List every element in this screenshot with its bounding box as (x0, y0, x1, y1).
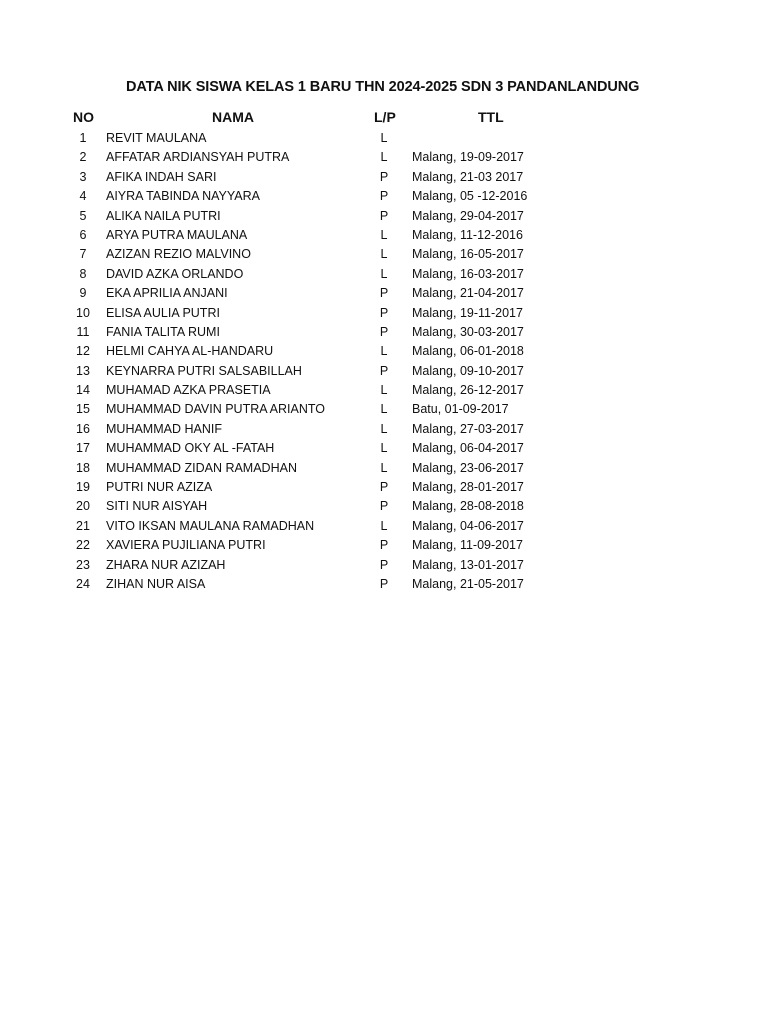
student-name: ZIHAN NUR AISA (106, 576, 206, 591)
student-birth-place-date: Malang, 21-03 2017 (412, 169, 524, 184)
row-number: 8 (79, 266, 87, 281)
student-name: AIYRA TABINDA NAYYARA (106, 189, 260, 204)
row-number: 4 (79, 189, 87, 204)
row-number: 17 (76, 441, 90, 456)
table-row (0, 284, 768, 303)
row-number: 22 (76, 538, 90, 553)
row-number: 15 (76, 402, 90, 417)
student-name: HELMI CAHYA AL-HANDARU (106, 344, 274, 359)
row-number: 19 (76, 480, 90, 495)
student-gender: L (380, 421, 388, 436)
student-birth-place-date: Malang, 16-03-2017 (412, 266, 524, 281)
table-row (0, 323, 768, 342)
table-row (0, 304, 768, 323)
student-name: ALIKA NAILA PUTRI (106, 208, 221, 223)
row-number: 9 (79, 286, 87, 301)
student-gender: P (379, 189, 389, 204)
table-header (0, 108, 768, 128)
student-gender: P (379, 169, 389, 184)
student-name: EKA APRILIA ANJANI (106, 286, 228, 301)
row-number: 6 (79, 227, 87, 242)
student-gender: L (380, 131, 388, 145)
student-name: MUHAMAD AZKA PRASETIA (106, 383, 271, 398)
row-number: 1 (79, 131, 87, 145)
table-row (0, 148, 768, 167)
student-birth-place-date: Malang, 05 -12-2016 (412, 189, 528, 204)
row-number: 24 (76, 576, 90, 591)
student-birth-place-date: Batu, 01-09-2017 (412, 402, 509, 417)
student-birth-place-date: Malang, 30-03-2017 (412, 324, 524, 339)
student-name: KEYNARRA PUTRI SALSABILLAH (106, 363, 302, 378)
student-gender: P (379, 538, 389, 553)
header-ttl: TTL (478, 109, 504, 125)
student-birth-place-date: Malang, 06-01-2018 (412, 344, 524, 359)
student-gender: L (380, 383, 388, 398)
table-row (0, 575, 768, 594)
table-row (0, 497, 768, 516)
table-row (0, 517, 768, 536)
student-name: MUHAMMAD HANIF (106, 421, 222, 436)
table-row (0, 187, 768, 206)
student-birth-place-date: Malang, 23-06-2017 (412, 460, 524, 475)
student-gender: P (379, 480, 389, 495)
student-gender: P (379, 576, 389, 591)
table-row (0, 362, 768, 381)
table-row (0, 536, 768, 555)
student-gender: P (379, 363, 389, 378)
row-number: 10 (76, 305, 90, 320)
document-title: DATA NIK SISWA KELAS 1 BARU THN 2024-2025 SDN 3 PANDANLANDUNG (126, 79, 640, 95)
student-birth-place-date: Malang, 06-04-2017 (412, 441, 524, 456)
table-row (0, 226, 768, 245)
student-gender: P (379, 499, 389, 514)
student-gender: L (380, 266, 388, 281)
student-name: AZIZAN REZIO MALVINO (106, 247, 251, 262)
student-birth-place-date: Malang, 09-10-2017 (412, 363, 524, 378)
student-birth-place-date: Malang, 28-08-2018 (412, 499, 524, 514)
student-gender: P (379, 208, 389, 223)
row-number: 11 (76, 324, 90, 339)
student-table-body (0, 129, 768, 594)
table-row (0, 265, 768, 284)
student-birth-place-date: Malang, 27-03-2017 (412, 421, 524, 436)
student-name: REVIT MAULANA (106, 131, 207, 145)
header-nama: NAMA (212, 109, 254, 125)
student-gender: P (379, 324, 389, 339)
row-number: 2 (79, 150, 87, 165)
row-number: 20 (76, 499, 90, 514)
student-birth-place-date: Malang, 19-11-2017 (412, 305, 523, 320)
student-gender: L (380, 247, 388, 262)
student-name: XAVIERA PUJILIANA PUTRI (106, 538, 266, 553)
row-number: 7 (79, 247, 87, 262)
header-no: NO (73, 109, 94, 125)
student-gender: L (380, 227, 388, 242)
row-number: 18 (76, 460, 90, 475)
student-name: PUTRI NUR AZIZA (106, 480, 213, 495)
student-name: FANIA TALITA RUMI (106, 324, 220, 339)
student-birth-place-date: Malang, 21-05-2017 (412, 576, 524, 591)
student-name: DAVID AZKA ORLANDO (106, 266, 244, 281)
table-row (0, 381, 768, 400)
row-number: 16 (76, 421, 90, 436)
student-gender: P (379, 305, 389, 320)
table-row (0, 420, 768, 439)
row-number: 5 (79, 208, 87, 223)
student-gender: L (380, 441, 388, 456)
table-row (0, 439, 768, 458)
student-birth-place-date: Malang, 13-01-2017 (412, 557, 524, 572)
student-birth-place-date: Malang, 16-05-2017 (412, 247, 524, 262)
row-number: 13 (76, 363, 90, 378)
title-container (126, 77, 640, 99)
student-birth-place-date: Malang, 04-06-2017 (412, 518, 524, 533)
header-lp: L/P (374, 109, 396, 125)
student-birth-place-date: Malang, 28-01-2017 (412, 480, 524, 495)
student-gender: P (379, 557, 389, 572)
row-number: 23 (76, 557, 90, 572)
table-row (0, 342, 768, 361)
student-gender: L (380, 150, 388, 165)
table-row (0, 478, 768, 497)
student-name: VITO IKSAN MAULANA RAMADHAN (106, 518, 315, 533)
table-row (0, 400, 768, 419)
student-birth-place-date: Malang, 21-04-2017 (412, 286, 524, 301)
table-row (0, 556, 768, 575)
student-gender: P (379, 286, 389, 301)
table-row (0, 207, 768, 226)
student-name: AFIKA INDAH SARI (106, 169, 217, 184)
student-birth-place-date: Malang, 29-04-2017 (412, 208, 524, 223)
student-gender: L (380, 518, 388, 533)
student-birth-place-date: Malang, 11-09-2017 (412, 538, 523, 553)
student-name: ELISA AULIA PUTRI (106, 305, 220, 320)
student-gender: L (380, 460, 388, 475)
student-name: SITI NUR AISYAH (106, 499, 208, 514)
row-number: 3 (79, 169, 87, 184)
student-name: ZHARA NUR AZIZAH (106, 557, 226, 572)
student-gender: L (380, 402, 388, 417)
table-row (0, 129, 768, 148)
student-name: MUHAMMAD OKY AL -FATAH (106, 441, 275, 456)
student-birth-place-date: Malang, 19-09-2017 (412, 150, 524, 165)
row-number: 14 (76, 383, 90, 398)
student-name: AFFATAR ARDIANSYAH PUTRA (106, 150, 290, 165)
student-gender: L (380, 344, 388, 359)
student-name: MUHAMMAD ZIDAN RAMADHAN (106, 460, 297, 475)
table-row (0, 459, 768, 478)
row-number: 12 (76, 344, 90, 359)
table-row (0, 245, 768, 264)
student-birth-place-date: Malang, 11-12-2016 (412, 227, 523, 242)
student-name: MUHAMMAD DAVIN PUTRA ARIANTO (106, 402, 326, 417)
row-number: 21 (76, 518, 90, 533)
student-birth-place-date: Malang, 26-12-2017 (412, 383, 524, 398)
student-name: ARYA PUTRA MAULANA (106, 227, 248, 242)
table-row (0, 168, 768, 187)
